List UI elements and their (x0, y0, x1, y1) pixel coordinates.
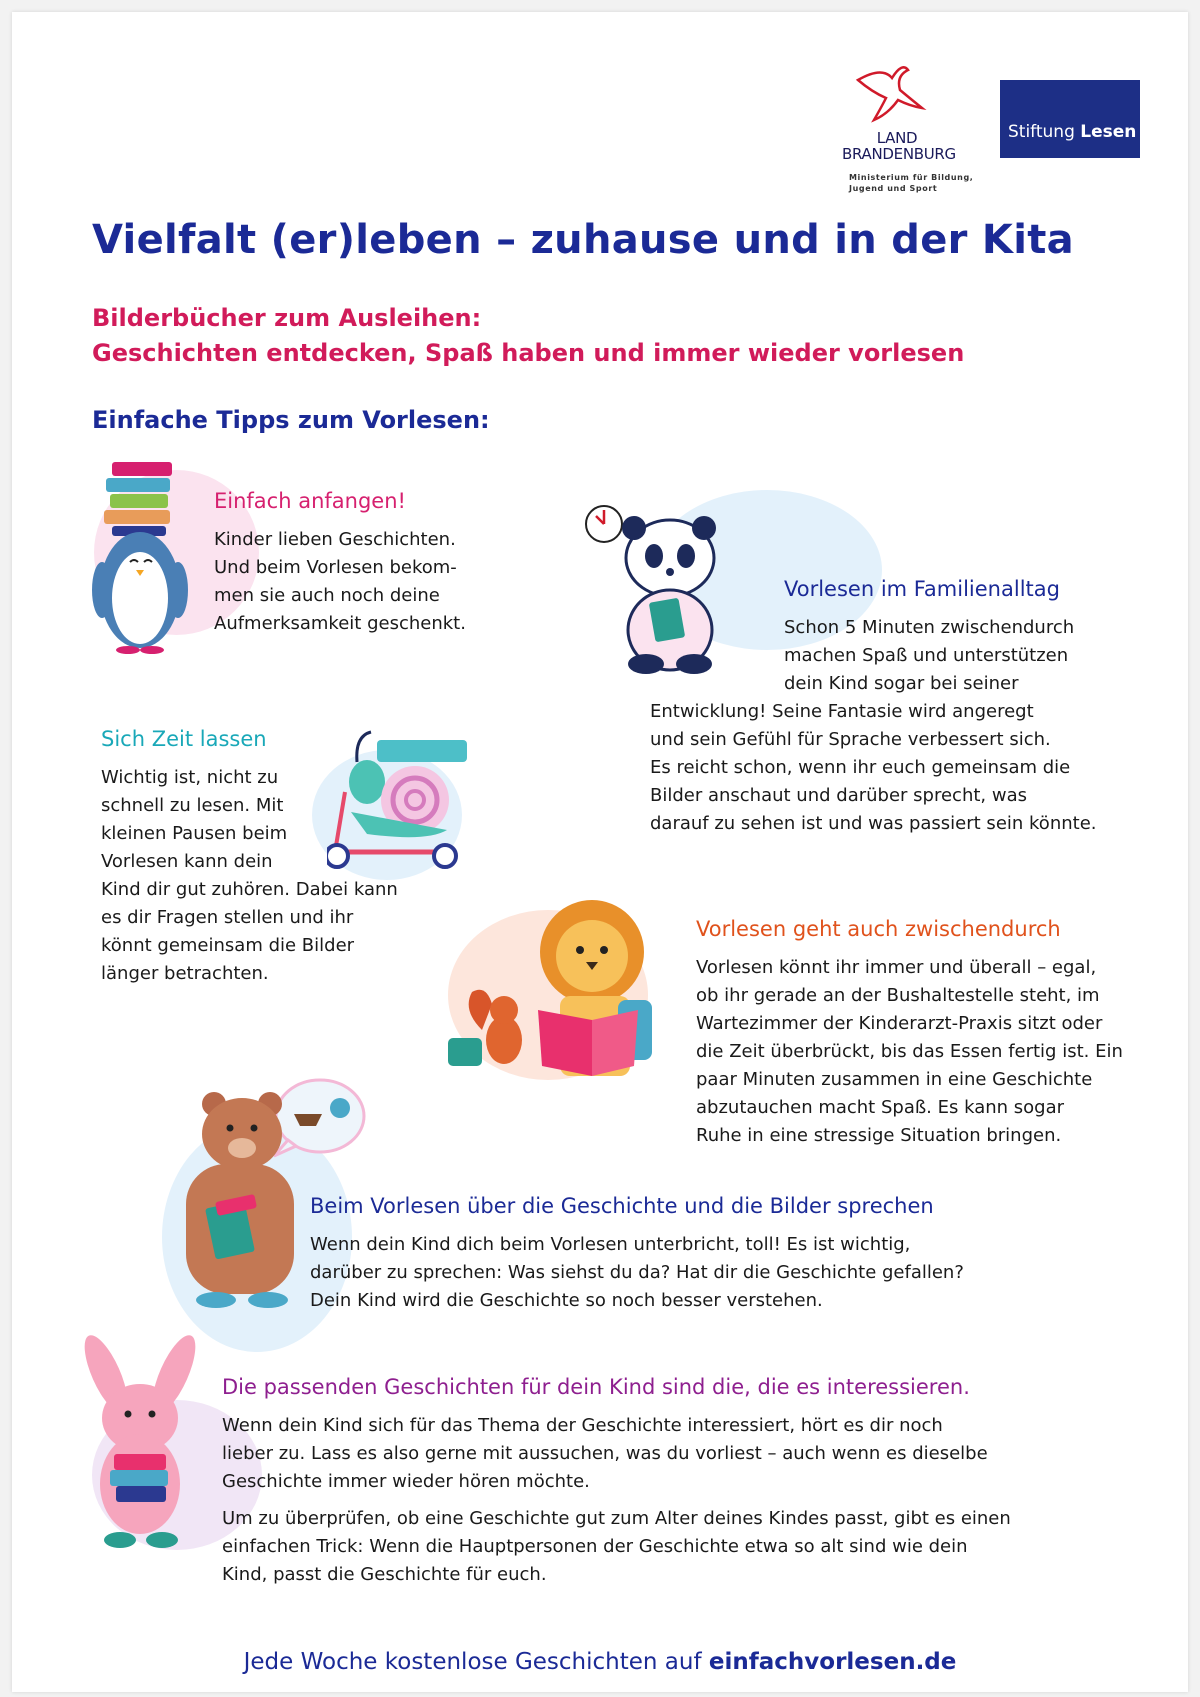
tip-zeit-heading: Sich Zeit lassen (101, 727, 267, 751)
penguin-with-books-illustration (82, 460, 202, 660)
tip-interessen-text-2 (222, 1505, 1011, 1589)
brandenburg-line2: BRANDENBURG (842, 145, 956, 163)
page-title: Vielfalt (er)leben – zuhause und in der Kita (92, 217, 1074, 263)
text-line: Um zu überprüfen, ob eine Geschichte gut zum Alter deines Kindes passt, gibt es einen (222, 1508, 1011, 1529)
tip-zwischendurch-heading: Vorlesen geht auch zwischendurch (696, 917, 1061, 941)
text-line: Wenn dein Kind dich beim Vorlesen unterbricht, toll! Es ist wichtig, (310, 1234, 911, 1255)
stiftung-word: Stiftung (1008, 122, 1075, 142)
tip-sprechen-heading: Beim Vorlesen über die Geschichte und die Bilder sprechen (310, 1194, 934, 1218)
text-line: es dir Fragen stellen und ihr (101, 907, 354, 928)
text-line: Vorlesen kann dein (101, 851, 273, 872)
text-line: könnt gemeinsam die Bilder (101, 935, 355, 956)
eagle-icon (852, 60, 942, 130)
text-line: einfachen Trick: Wenn die Hauptpersonen der Geschichte etwa so alt sind wie dein (222, 1536, 968, 1557)
lesen-word: Lesen (1080, 122, 1137, 142)
panda-with-book-illustration (580, 500, 730, 675)
footer-link[interactable]: einfachvorlesen.de (708, 1649, 957, 1675)
text-line: ob ihr gerade an der Bushaltestelle steht, im (696, 985, 1100, 1006)
text-line: kleinen Pausen beim (101, 823, 288, 844)
text-line: machen Spaß und unterstützen (784, 645, 1069, 666)
text-line: Dein Kind wird die Geschichte so noch besser verstehen. (310, 1290, 823, 1311)
text-line: men sie auch noch deine (214, 585, 440, 606)
tip-zeit-text (101, 764, 398, 988)
text-line: länger betrachten. (101, 963, 269, 984)
text-line: Wenn dein Kind sich für das Thema der Geschichte interessiert, hört es dir noch (222, 1415, 943, 1436)
text-line: darüber zu sprechen: Was siehst du da? Hat dir die Geschichte gefallen? (310, 1262, 964, 1283)
stiftung-lesen-logo (1000, 80, 1140, 158)
text-line: Kind, passt die Geschichte für euch. (222, 1564, 547, 1585)
tip-interessen-heading: Die passenden Geschichten für dein Kind sind die, die es interessieren. (222, 1375, 970, 1399)
subtitle-line1: Bilderbücher zum Ausleihen: (92, 304, 482, 332)
tip-familienalltag-heading: Vorlesen im Familienalltag (784, 577, 1060, 601)
bunny-with-books-illustration (70, 1334, 210, 1554)
text-line: die Zeit überbrückt, bis das Essen fertig ist. Ein (696, 1041, 1123, 1062)
flyer-page (12, 12, 1188, 1692)
text-line: Und beim Vorlesen bekom- (214, 557, 457, 578)
text-line: Wichtig ist, nicht zu (101, 767, 279, 788)
text-line: Kinder lieben Geschichten. (214, 529, 456, 550)
subtitle-line2: Geschichten entdecken, Spaß haben und immer wieder vorlesen (92, 339, 965, 367)
tip-interessen-text (222, 1412, 988, 1496)
lion-and-squirrel-illustration (442, 900, 682, 1090)
text-line: abzutauchen macht Spaß. Es kann sogar (696, 1097, 1065, 1118)
text-line: Schon 5 Minuten zwischendurch (784, 617, 1075, 638)
text-line: Geschichte immer wieder hören möchte. (222, 1471, 590, 1492)
tips-heading: Einfache Tipps zum Vorlesen: (92, 406, 490, 434)
ministry-name (849, 172, 973, 194)
text-line: Kind dir gut zuhören. Dabei kann (101, 879, 398, 900)
text-line: dein Kind sogar bei seiner (784, 673, 1019, 694)
footer (12, 1649, 1188, 1675)
text-line: Bilder anschaut und darüber sprecht, was (650, 785, 1027, 806)
text-line: Vorlesen könnt ihr immer und überall – egal, (696, 957, 1097, 978)
brandenburg-line1: LAND (876, 129, 918, 147)
ministry-line1: Ministerium für Bildung, (849, 173, 974, 182)
text-line: Ruhe in eine stressige Situation bringen. (696, 1125, 1062, 1146)
footer-text: Jede Woche kostenlose Geschichten auf (243, 1649, 702, 1675)
tip-zwischendurch-text (696, 954, 1123, 1150)
text-line: und sein Gefühl für Sprache verbessert sich. (650, 729, 1051, 750)
text-line: Aufmerksamkeit geschenkt. (214, 613, 466, 634)
brandenburg-wordmark (842, 129, 956, 163)
text-line: lieber zu. Lass es also gerne mit aussuchen, was du vorliest – auch wenn es dieselbe (222, 1443, 988, 1464)
text-line: Wartezimmer der Kinderarzt-Praxis sitzt oder (696, 1013, 1103, 1034)
brandenburg-logo (832, 60, 982, 195)
text-line: schnell zu lesen. Mit (101, 795, 284, 816)
tip-sprechen-text (310, 1231, 964, 1315)
text-line: Entwicklung! Seine Fantasie wird angeregt (650, 701, 1034, 722)
text-line: darauf zu sehen ist und was passiert sein könnte. (650, 813, 1097, 834)
text-line: Es reicht schon, wenn ihr euch gemeinsam die (650, 757, 1071, 778)
tip-familienalltag-text-bottom (650, 698, 1096, 838)
tip-anfangen-heading: Einfach anfangen! (214, 489, 406, 513)
tip-familienalltag-text-top (784, 614, 1074, 698)
text-line: paar Minuten zusammen in eine Geschichte (696, 1069, 1093, 1090)
ministry-line2: Jugend und Sport (849, 184, 938, 193)
tip-anfangen-text (214, 526, 466, 638)
